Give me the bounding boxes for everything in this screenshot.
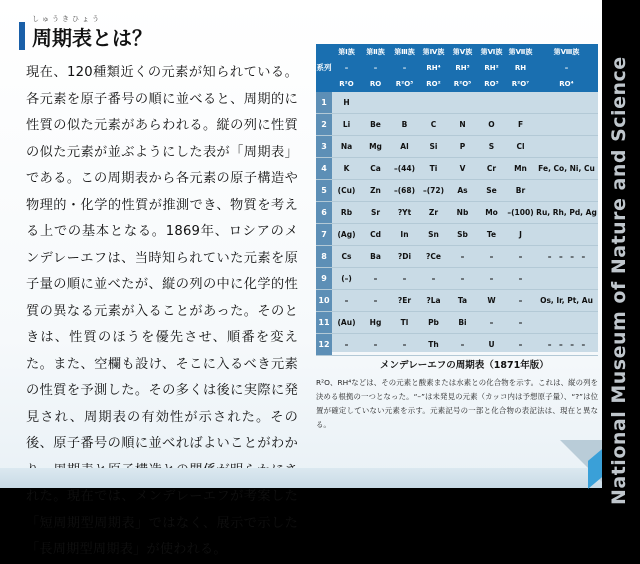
table-row	[316, 290, 598, 312]
element-cell: – – – –	[535, 334, 598, 356]
hydride-formula: –	[332, 60, 361, 76]
element-cell	[535, 114, 598, 136]
periodic-table-body	[316, 92, 598, 356]
element-cell	[448, 92, 477, 114]
element-cell: B	[390, 114, 419, 136]
element-cell: ?Yt	[390, 202, 419, 224]
element-cell: –	[332, 290, 361, 312]
series-number: 5	[316, 180, 332, 202]
element-cell: –(100)	[506, 202, 535, 224]
table-row	[316, 92, 598, 114]
series-number: 10	[316, 290, 332, 312]
element-cell: S	[477, 136, 506, 158]
element-cell: Tl	[390, 312, 419, 334]
element-cell: Li	[332, 114, 361, 136]
element-cell: –	[506, 334, 535, 356]
group-label: 第Ⅲ族	[390, 44, 419, 60]
element-cell: –	[506, 290, 535, 312]
series-number: 9	[316, 268, 332, 290]
element-cell: Br	[506, 180, 535, 202]
table-row	[316, 224, 598, 246]
element-cell: ?La	[419, 290, 448, 312]
element-cell: Mo	[477, 202, 506, 224]
element-cell: (Au)	[332, 312, 361, 334]
corner-label: 系列	[316, 44, 332, 92]
element-cell: Zr	[419, 202, 448, 224]
element-cell: Hg	[361, 312, 390, 334]
element-cell: (Ag)	[332, 224, 361, 246]
element-cell: Ta	[448, 290, 477, 312]
element-cell: –(44)	[390, 158, 419, 180]
element-cell: ?Er	[390, 290, 419, 312]
element-cell: (Cu)	[332, 180, 361, 202]
table-row	[316, 246, 598, 268]
element-cell: Na	[332, 136, 361, 158]
table-row	[316, 180, 598, 202]
oxide-formula: RO	[361, 76, 390, 92]
element-cell: –	[419, 268, 448, 290]
element-cell: P	[448, 136, 477, 158]
element-cell: Bi	[448, 312, 477, 334]
element-cell: H	[332, 92, 361, 114]
element-cell: Al	[390, 136, 419, 158]
title-accent-bar	[19, 22, 25, 50]
element-cell: –	[361, 334, 390, 356]
element-cell	[535, 268, 598, 290]
element-cell	[535, 312, 598, 334]
element-cell	[535, 180, 598, 202]
series-number: 11	[316, 312, 332, 334]
hydride-formula: –	[361, 60, 390, 76]
element-cell	[361, 92, 390, 114]
element-cell: K	[332, 158, 361, 180]
element-cell: Th	[419, 334, 448, 356]
element-cell: –	[448, 246, 477, 268]
element-cell	[419, 92, 448, 114]
group-label: 第Ⅵ族	[477, 44, 506, 60]
oxide-formula: R²O	[332, 76, 361, 92]
element-cell: Si	[419, 136, 448, 158]
series-number: 2	[316, 114, 332, 136]
periodic-table	[316, 44, 598, 356]
element-cell: V	[448, 158, 477, 180]
element-cell	[535, 224, 598, 246]
element-cell: –	[448, 334, 477, 356]
element-cell: Zn	[361, 180, 390, 202]
element-cell: Cl	[506, 136, 535, 158]
element-cell: In	[390, 224, 419, 246]
element-cell	[390, 92, 419, 114]
element-cell: –	[390, 334, 419, 356]
hydride-formula: –	[390, 60, 419, 76]
element-cell: Cd	[361, 224, 390, 246]
page-title: 周期表とは？	[32, 26, 152, 50]
group-label: 第Ⅱ族	[361, 44, 390, 60]
element-cell: Ti	[419, 158, 448, 180]
hydride-formula: –	[535, 60, 598, 76]
element-cell: Se	[477, 180, 506, 202]
table-row	[316, 312, 598, 334]
series-number: 3	[316, 136, 332, 158]
element-cell: –	[477, 246, 506, 268]
series-number: 7	[316, 224, 332, 246]
element-cell: Cr	[477, 158, 506, 180]
element-cell: Te	[477, 224, 506, 246]
oxide-formula: RO²	[419, 76, 448, 92]
page-curl-edge	[0, 468, 610, 488]
element-cell: Sb	[448, 224, 477, 246]
element-cell: Cs	[332, 246, 361, 268]
oxide-formula: RO³	[477, 76, 506, 92]
element-cell: –	[448, 268, 477, 290]
element-cell: Mg	[361, 136, 390, 158]
group-label: 第Ⅶ族	[506, 44, 535, 60]
series-number: 12	[316, 334, 332, 356]
group-label: 第Ⅴ族	[448, 44, 477, 60]
series-number: 6	[316, 202, 332, 224]
element-cell: Ca	[361, 158, 390, 180]
body-paragraph: 現在、120種類近くの元素が知られている。各元素を原子番号の順に並べると、周期的に性質の似た元素があらわれる。縦の列に性質の似た元素が並ぶようにした表が「周期表」である。この周期表から各元素の原子構造や物理的・化学的性質が推測でき、物質を考える上での基本となる。1869年、ロシアのメンデレーエフは、当時知られていた元素を原子量の順に並べたが、縦の列の中に化学的性質の異なる元素が入ることがあった。そのときは、性質のほうを優先させ、順番を変えた。また、空欄も設け、そこに入るべき元素の性質を予測した。その多くは後に実際に発見され、周期表の有効性が示された。その後、原子番号の順に並べればよいことがわか れた。現在では、メンデレーエフが考案した「短周期型周期表」ではなく、展示で示した「長周期型周期表」が使われる。	[26, 65, 298, 557]
element-cell: Pb	[419, 312, 448, 334]
element-cell: N	[448, 114, 477, 136]
title-ruby: しゅうきひょう	[32, 15, 102, 23]
element-cell: Nb	[448, 202, 477, 224]
table-row	[316, 136, 598, 158]
element-cell	[477, 92, 506, 114]
group-header-row	[316, 44, 598, 60]
oxide-row	[316, 76, 598, 92]
element-cell: F	[506, 114, 535, 136]
element-cell: ?Ce	[419, 246, 448, 268]
element-cell: Os, Ir, Pt, Au	[535, 290, 598, 312]
element-cell: – – – –	[535, 246, 598, 268]
element-cell: –	[390, 268, 419, 290]
element-cell: –(72)	[419, 180, 448, 202]
element-cell: C	[419, 114, 448, 136]
table-row	[316, 202, 598, 224]
element-cell: O	[477, 114, 506, 136]
element-cell: Rb	[332, 202, 361, 224]
element-cell: Sn	[419, 224, 448, 246]
series-number: 1	[316, 92, 332, 114]
element-cell: Fe, Co, Ni, Cu	[535, 158, 598, 180]
element-cell	[535, 136, 598, 158]
table-row	[316, 158, 598, 180]
element-cell: –	[477, 312, 506, 334]
table-note: R²O、RH⁴などは、その元素と酸素または水素との化合物を示す。これは、縦の列を決める根拠の一つとなった。“–”は未発見の元素（カッコ内は予想原子量）、“?”は位置が確定していない元素を示す。元素記号の一部と化合物の表記法は、現在と異なる。	[316, 378, 598, 429]
hydride-formula: RH⁴	[419, 60, 448, 76]
series-number: 8	[316, 246, 332, 268]
element-cell: Mn	[506, 158, 535, 180]
element-cell: –	[332, 334, 361, 356]
group-label: 第Ⅳ族	[419, 44, 448, 60]
element-cell: Ba	[361, 246, 390, 268]
group-label: 第Ⅰ族	[332, 44, 361, 60]
table-row	[316, 114, 598, 136]
element-cell: –	[361, 290, 390, 312]
oxide-formula: R²O⁵	[448, 76, 477, 92]
table-row	[316, 334, 598, 356]
element-cell: Be	[361, 114, 390, 136]
hydride-formula: RH³	[448, 60, 477, 76]
group-label: 第Ⅷ族	[535, 44, 598, 60]
table-caption: メンデレーエフの周期表（1871年版）	[380, 360, 549, 371]
museum-name: National Museum of Nature and Science	[608, 56, 630, 505]
element-cell: (–)	[332, 268, 361, 290]
element-cell: Ru, Rh, Pd, Ag	[535, 202, 598, 224]
table-row	[316, 268, 598, 290]
element-cell: As	[448, 180, 477, 202]
element-cell: ?Di	[390, 246, 419, 268]
element-cell: –	[506, 268, 535, 290]
element-cell	[535, 92, 598, 114]
element-cell: J	[506, 224, 535, 246]
element-cell: –	[506, 246, 535, 268]
series-number: 4	[316, 158, 332, 180]
oxide-formula: RO⁴	[535, 76, 598, 92]
element-cell: –	[477, 268, 506, 290]
hydride-row	[316, 60, 598, 76]
hydride-formula: RH	[506, 60, 535, 76]
element-cell: W	[477, 290, 506, 312]
element-cell	[506, 92, 535, 114]
hydride-formula: RH²	[477, 60, 506, 76]
oxide-formula: R²O⁷	[506, 76, 535, 92]
element-cell: –(68)	[390, 180, 419, 202]
element-cell: –	[506, 312, 535, 334]
oxide-formula: R²O³	[390, 76, 419, 92]
element-cell: Sr	[361, 202, 390, 224]
element-cell: –	[361, 268, 390, 290]
element-cell: U	[477, 334, 506, 356]
